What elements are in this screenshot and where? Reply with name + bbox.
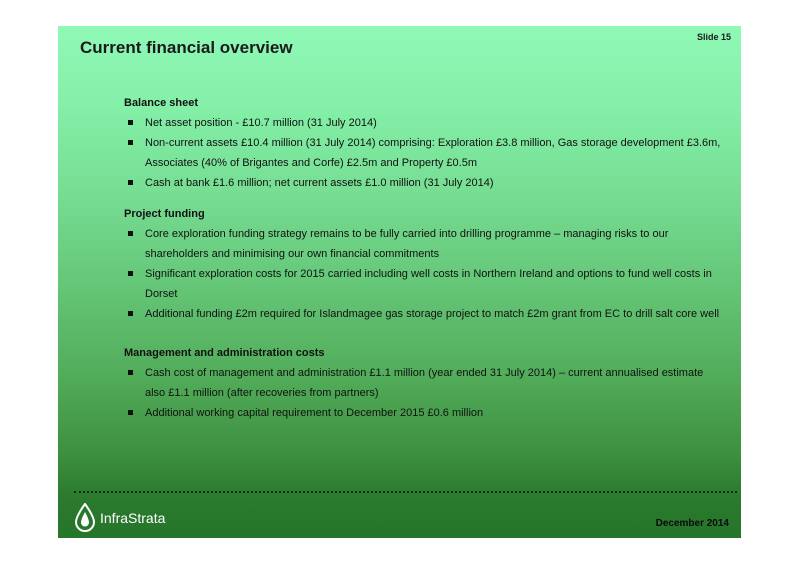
square-bullet-icon (128, 231, 133, 236)
company-logo (74, 502, 165, 534)
bullet-text: Non-current assets £10.4 million (31 July 2014) comprising: Exploration £3.8 million, Gas storage development £3.6m, Associates (40% of Brigantes and Corfe) £2.5m and Property £0.5m (145, 137, 721, 169)
bullet-item (124, 133, 724, 173)
bullet-text: Net asset position - £10.7 million (31 July 2014) (145, 117, 377, 129)
square-bullet-icon (128, 271, 133, 276)
bullet-text: Significant exploration costs for 2015 carried including well costs in Northern Ireland and options to fund well costs in Dorset (145, 268, 712, 300)
section-heading: Balance sheet (124, 97, 198, 109)
square-bullet-icon (128, 311, 133, 316)
square-bullet-icon (128, 370, 133, 375)
section-project-funding (124, 205, 724, 324)
brand-name: InfraStrata (100, 510, 166, 526)
square-bullet-icon (128, 410, 133, 415)
square-bullet-icon (128, 120, 133, 125)
footer-date: December 2014 (655, 518, 729, 529)
bullet-item (124, 403, 724, 423)
bullet-text: Additional funding £2m required for Islandmagee gas storage project to match £2m grant from EC to drill salt core well (145, 308, 720, 320)
bullet-item (124, 264, 724, 304)
bullet-item (124, 113, 724, 133)
section-heading: Project funding (124, 208, 205, 220)
bullet-item (124, 363, 724, 403)
section-heading: Management and administration costs (124, 347, 325, 359)
square-bullet-icon (128, 140, 133, 145)
bullet-text: Additional working capital requirement to December 2015 £0.6 million (145, 407, 484, 419)
bullet-item (124, 304, 724, 324)
slide-title: Current financial overview (80, 38, 293, 57)
bullet-text: Core exploration funding strategy remains to be fully carried into drilling programme – managing risks to our shareholders and minimising our own financial commitments (145, 228, 669, 260)
slide-number: Slide 15 (696, 32, 731, 42)
square-bullet-icon (128, 180, 133, 185)
section-management-costs (124, 344, 724, 423)
bullet-text: Cash cost of management and administration £1.1 million (year ended 31 July 2014) – current annualised estimate also £1.1 million (after recoveries from partners) (145, 367, 704, 399)
bullet-text: Cash at bank £1.6 million; net current assets £1.0 million (31 July 2014) (145, 177, 494, 189)
footer-divider (74, 491, 737, 493)
bullet-item (124, 224, 724, 264)
slide-content (124, 94, 724, 435)
section-balance-sheet (124, 94, 724, 193)
slide (58, 26, 741, 538)
oil-drop-logo-icon (74, 503, 96, 533)
bullet-item (124, 173, 724, 193)
